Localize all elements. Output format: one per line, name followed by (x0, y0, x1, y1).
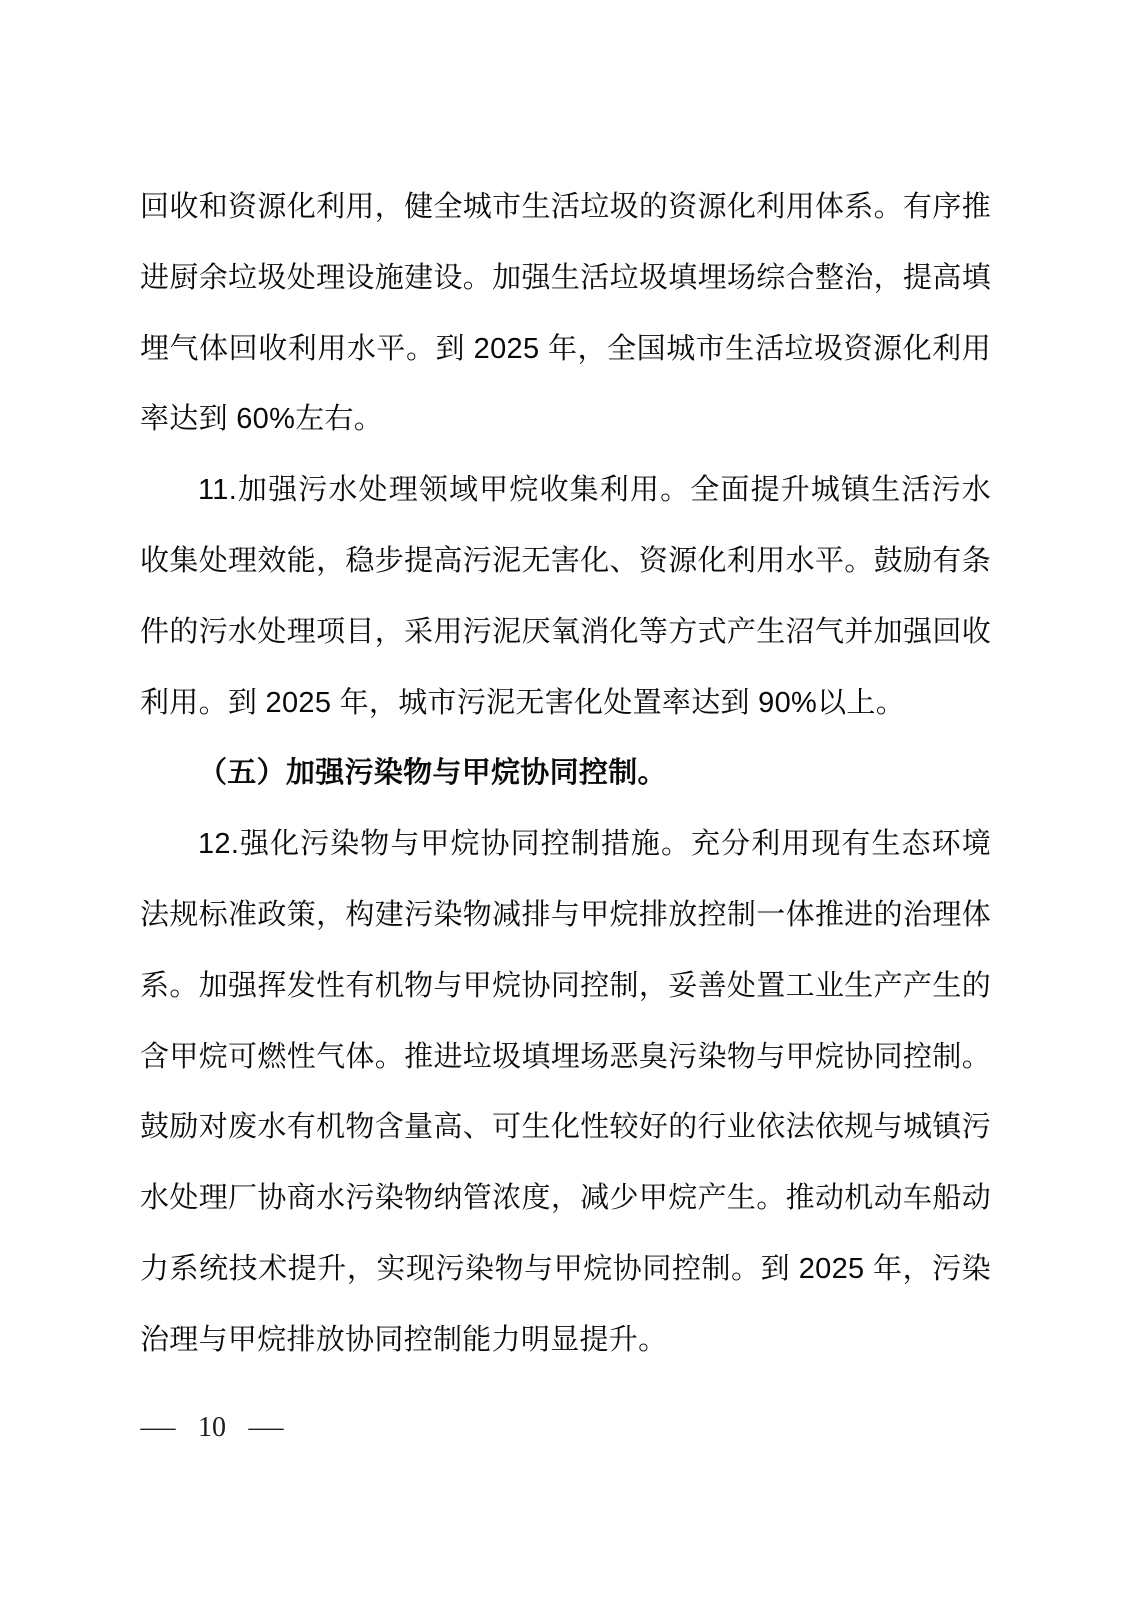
page-number: 10 (198, 1412, 226, 1443)
document-body (140, 172, 991, 1376)
paragraph-continuation: 回收和资源化利用，健全城市生活垃圾的资源化利用体系。有序推进厨余垃圾处理设施建设。加强生活垃圾填埋场综合整治，提高填埋气体回收利用水平。到 2025 年，全国城市生活垃圾资源化利用率达到 60%左右。 (140, 191, 991, 436)
page-footer (140, 1412, 284, 1444)
section-heading-5: （五）加强污染物与甲烷协同控制。 (198, 757, 667, 790)
footer-right-dash: — (248, 1412, 284, 1443)
paragraph-item-11: 11.加强污水处理领域甲烷收集利用。全面提升城镇生活污水收集处理效能，稳步提高污泥无害化、资源化利用水平。鼓励有条件的污水处理项目，采用污泥厌氧消化等方式产生沼气并加强回收利用。到 2025 年，城市污泥无害化处置率达到 90%以上。 (140, 474, 991, 719)
footer-left-dash: — (140, 1412, 176, 1443)
paragraph-item-12: 12.强化污染物与甲烷协同控制措施。充分利用现有生态环境法规标准政策，构建污染物减排与甲烷排放控制一体推进的治理体系。加强挥发性有机物与甲烷协同控制，妥善处置工业生产产生的含甲烷可燃性气体。推进垃圾填埋场恶臭污染物与甲烷协同控制。鼓励对废水有机物含量高、可生化性较好的行业依法依规与城镇污水处理厂协商水污染物纳管浓度，减少甲烷产生。推动机动车船动力系统技术提升，实现污染物与甲烷协同控制。到 2025 年，污染治理与甲烷排放协同控制能力明显提升。 (140, 828, 991, 1356)
